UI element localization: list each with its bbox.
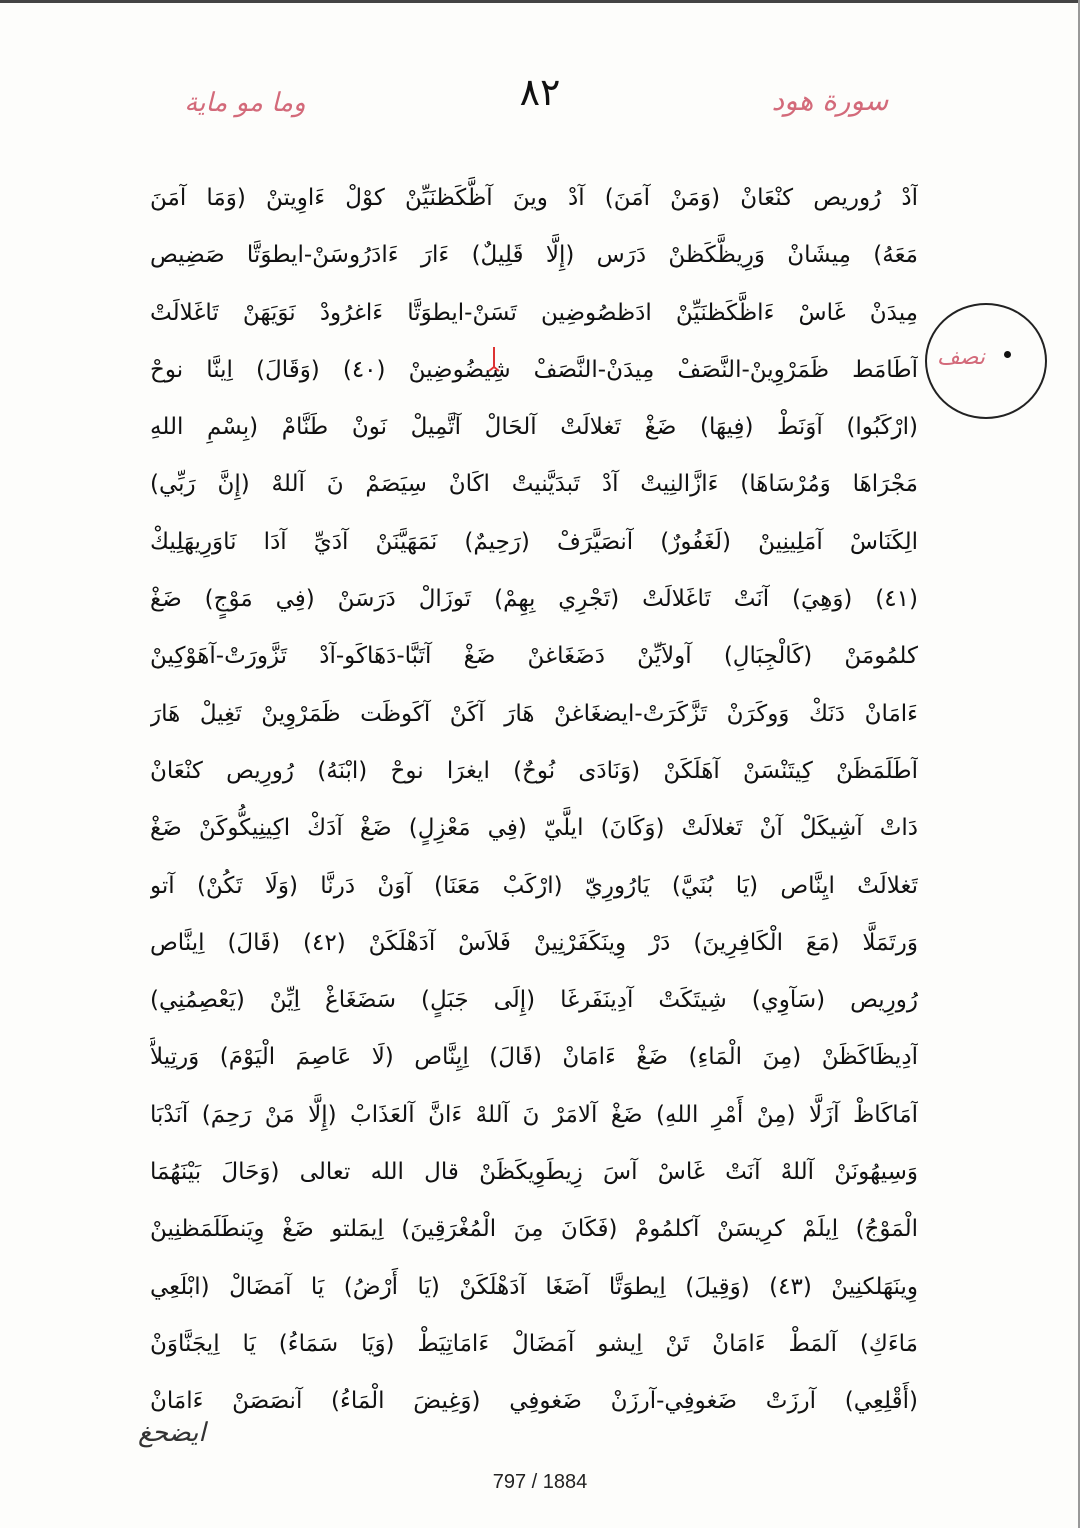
margin-note: نصف	[937, 345, 985, 370]
text-line: دَاتْ آشِيكَلْ آنْ تَغلالَتْ (وَكَانَ) ايلَّيّ (فِي مَعْزِلٍ) ضَغْ آدَكْ اكِينِيكُّوكَنْ ضَغْ	[150, 815, 918, 842]
text-line: (٤١) (وَهِيَ) آنَتْ تَاغَلالَتْ (تَجْرِي بِهِمْ) تَوزَالْ دَرَسَنْ (فِي مَوْجٍ) ضَغْ	[150, 586, 918, 613]
text-line: آدِيظَاكَظَنْ (مِنَ الْمَاءِ) ضَغْ ءَامَانْ (قَالَ) اِيِنَّاص (لَا عَاصِمَ الْيَوْمَ) وَرتِيلاَّ	[150, 1044, 918, 1071]
text-line: آطَلَمَظَنْ كِيتَنْسَنْ آهَلَكَنْ (وَنَادَى نُوحٌ) ايغرَا نوحْ (ابْنَهُ) رُورِيص كنْعَانْ	[150, 757, 918, 784]
text-line: مِيدَنْ غَاسْ ءَاظَّكَظنَيِّنْ ادَظصُوضِين تَسَنْ-ايطوَتَّا ءَاغرُودْ نَوَيَهَنْ تَاغَلالَتْ	[150, 299, 918, 326]
text-line: وَسِيهُونَنْ آللهْ آنَتْ غَاسْ آسَ زِيطَوِيكَظَنْ قال الله تعالى (وَحَالَ بَيْنَهُمَا	[150, 1159, 918, 1186]
handwritten-catchword: ايضحغ	[138, 1418, 206, 1448]
text-line: آدْ رُوريص كنْعَانْ (وَمَنْ آمَنَ) آدْ وينَ آظَّكَظنَيِّنْ كوْلْ ءَاوِيتنْ (وَمَا آمَنَ	[150, 185, 918, 211]
insertion-mark-icon	[487, 345, 501, 377]
text-line: مَجْرَاهَا وَمُرْسَاهَا) ءَازَّالنِيتْ آدْ تَبدَيَّنيتْ اكَانْ سِيَصَمْ نَ آللهْ (إِنَّ رَبِّي)	[150, 471, 918, 498]
text-line: الْمَوْجُ) اِيلَمْ كرِيسَنْ آكلمُومْ (فَكَانَ مِنَ الْمُغْرَقِينَ) اِيمَلتو ضَغْ وِيَنطَلَمَظنِينْ	[150, 1216, 918, 1243]
text-line: مَاءَكِ) آلمَطْ ءَامَانْ تَنْ اِيشو آمَضَالْ ءَامَاتِيَطْ (وَيَا سَمَاءُ) يَا اِيجَنَّاوَنْ	[150, 1330, 918, 1357]
handwritten-note-left: وما مو ماية	[184, 88, 306, 118]
text-line: تَغلالَتْ ايِنَّاص (يَا بُنَيَّ) يَارُورِيّ (ارْكَبْ مَعَنَا) آوَنْ دَرنَّا (وَلَا تَكُنْ) آتو	[150, 872, 918, 899]
manuscript-text-block	[150, 170, 918, 1431]
scan-edge-top	[0, 0, 1080, 3]
text-line: الِكَنَاسْ آمَلِينِينْ (لَغَفُورٌ) آنصَيَّرَفْ (رَحِيمٌ) نَمَهَيَّنَنْ آدَيِّ آدَا نَاوَرِيهَلِيكْ	[150, 528, 918, 555]
text-line: وِينَهَلكنِينْ (٤٣) (وَقِيلَ) اِيطوَتَّا آضَغَا آدَهْلَكَنْ (يَا أَرْضُ) يَا آمَضَالْ (ابْلَعِي	[150, 1273, 918, 1300]
handwritten-surah-title: سورة هود	[771, 84, 889, 117]
text-line: رُورِيص (سَآوِي) شِيتَكَتْ آدِينَفَرغَا (إِلَى جَبَلٍ) سَضَغَاغْ اِيِّنْ (يَعْصِمُنِي)	[150, 987, 918, 1014]
text-line: ءَامَانْ دَنَكْ وَوكَرَنْ تَزَّكَرَتْ-ايضغَاغنْ هَارَ آكَنْ آكَوظَت ظَمَرْوِينْ تَغِيلْ هَارَ	[150, 700, 918, 727]
page-counter: 797 / 1884	[492, 1471, 588, 1493]
margin-dot	[1004, 351, 1011, 358]
page-number: ٨٢	[519, 70, 561, 114]
text-line: آطَامَط ظَمَرْوِينْ-النَّصَفْ مِيدَنْ-النَّصَفْ شِيضُوضِينْ (٤٠) (وَقَالَ) اِينَّا نوحْ	[150, 356, 918, 383]
text-line: وَرتَمَلَّا (مَعَ الْكَافِرِينَ) دَرْ وِينَكَفَرْنِينْ فَلاَسْ آدَهْلَكَنْ (٤٢) (قَالَ) اِينَّاص	[150, 929, 918, 956]
text-line: كلمُومَنْ (كَالْجِبَالِ) آولاَيِّنْ دَضَغَاغنْ ضَغْ آتَبَّا-دَهَاكَو-آدْ تَزَّورَتْ-آهَوْكِينْ	[150, 643, 918, 670]
text-line: آمَاكَاظْ آزَلَّا (مِنْ أَمْرِ اللهِ) ضَغْ آلامَرْ نَ آللهْ ءَانَّ آلعَذَابْ (إِلَّا مَنْ رَحِمَ) آنَدْبَا	[150, 1101, 918, 1128]
text-line: (ارْكَبُوا) آوَنَطْ (فِيهَا) ضَغْ تَغلالَتْ آلحَالْ آتَّمِيلْ نَونْ طَنَّامْ (بِسْمِ اللهِ	[150, 414, 918, 441]
text-line: مَعَهُ) مِيشَانْ وَرِيظَّكَظنْ دَرَس (إِلَّا قَلِيلٌ) ءَارَ ءَادَرُوسَنْ-ايطوَتَّا صَضِيص	[150, 242, 918, 269]
text-line: (أَقْلِعِي) آرزَتْ ضَغوفِي-آرزَنْ ضَغوفِي (وَغِيضَ الْمَاءُ) آنصَصَنْ ءَامَانْ	[150, 1388, 918, 1415]
